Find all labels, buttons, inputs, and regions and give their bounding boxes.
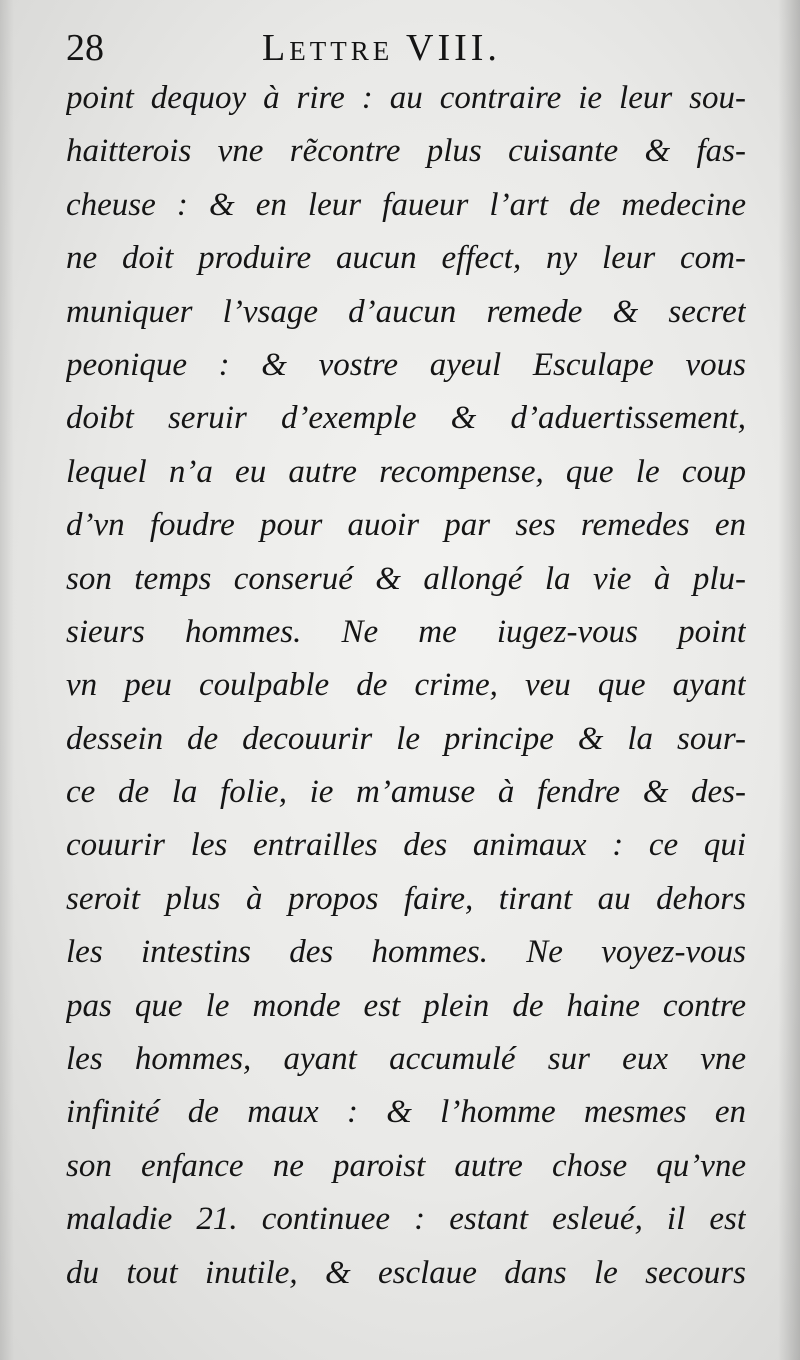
text-line: les intestins des hommes. Ne voyez-vous [66, 934, 746, 971]
text-line: infinité de maux : & l’homme mesmes en [66, 1094, 746, 1131]
text-line: son enfance ne paroist autre chose qu’vne [66, 1147, 746, 1184]
text-line: d’vn foudre pour auoir par ses remedes en [66, 507, 746, 544]
gutter-shadow [0, 0, 14, 1360]
page-edge-shadow [778, 0, 800, 1360]
text-line: dessein de decouurir le principe & la sour- [66, 720, 746, 757]
text-line: du tout inutile, & esclaue dans le secours [66, 1254, 746, 1291]
text-line: muniquer l’vsage d’aucun remede & secret [66, 293, 746, 330]
text-line: haitterois vne rẽcontre plus cuisante & fas- [66, 133, 746, 170]
body-text [66, 72, 746, 1300]
text-line: seroit plus à propos faire, tirant au dehors [66, 880, 746, 917]
text-line: vn peu coulpable de crime, veu que ayant [66, 667, 746, 704]
text-line: doibt seruir d’exemple & d’aduertissement, [66, 400, 746, 437]
text-line: point dequoy à rire : au contraire ie leur sou- [66, 80, 746, 116]
text-line: peonique : & vostre ayeul Esculape vous [66, 346, 746, 383]
text-line: ne doit produire aucun effect, ny leur com- [66, 240, 746, 277]
text-line: couurir les entrailles des animaux : ce qui [66, 827, 746, 864]
text-line: son temps conserué & allongé la vie à plu- [66, 560, 746, 597]
running-head: Lettre VIII. [262, 27, 501, 69]
text-line: maladie 21. continuee : estant esleué, il est [66, 1201, 746, 1238]
text-line: sieurs hommes. Ne me iugez-vous point [66, 613, 746, 650]
page-header [66, 22, 746, 78]
page-number: 28 [66, 27, 104, 69]
text-line: cheuse : & en leur faueur l’art de medecine [66, 186, 746, 223]
text-line: pas que le monde est plein de haine contre [66, 987, 746, 1024]
text-line: lequel n’a eu autre recompense, que le coup [66, 453, 746, 490]
text-line: les hommes, ayant accumulé sur eux vne [66, 1041, 746, 1078]
text-line: ce de la folie, ie m’amuse à fendre & des- [66, 774, 746, 811]
